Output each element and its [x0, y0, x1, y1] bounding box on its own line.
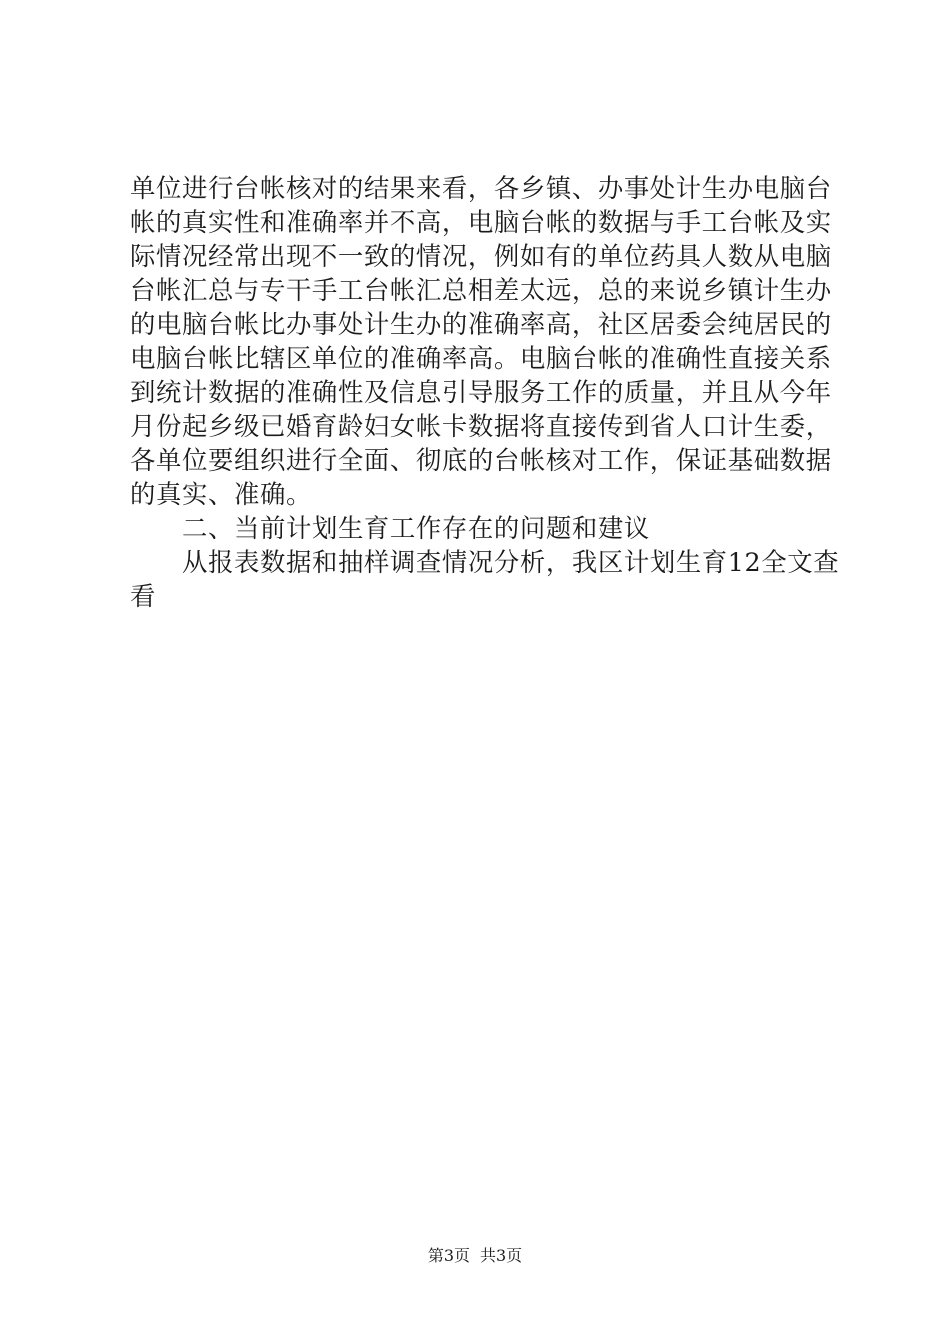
- text-line: 的真实、准确。: [130, 479, 312, 509]
- text-line: 台帐汇总与专干手工台帐汇总相差太远，总的来说乡镇计生办: [130, 275, 832, 305]
- text-line: 从报表数据和抽样调查情况分析，我区计划生育12全文查: [182, 547, 840, 577]
- page-total: 共3页: [480, 1246, 523, 1265]
- page-number: 第3页: [427, 1246, 470, 1265]
- text-line: 月份起乡级已婚育龄妇女帐卡数据将直接传到省人口计生委，: [130, 411, 832, 441]
- page-footer: [0, 1246, 950, 1266]
- text-line: 电脑台帐比辖区单位的准确率高。电脑台帐的准确性直接关系: [130, 343, 832, 373]
- text-line: 各单位要组织进行全面、彻底的台帐核对工作，保证基础数据: [130, 445, 832, 475]
- section-heading: 二、当前计划生育工作存在的问题和建议: [182, 513, 650, 543]
- text-line: 的电脑台帐比办事处计生办的准确率高，社区居委会纯居民的: [130, 309, 832, 339]
- text-line: 单位进行台帐核对的结果来看，各乡镇、办事处计生办电脑台: [130, 173, 832, 203]
- text-line: 帐的真实性和准确率并不高，电脑台帐的数据与手工台帐及实: [130, 207, 832, 237]
- text-line: 到统计数据的准确性及信息引导服务工作的质量，并且从今年: [130, 377, 832, 407]
- text-line: 际情况经常出现不一致的情况，例如有的单位药具人数从电脑: [130, 241, 832, 271]
- body-text: [130, 171, 840, 613]
- text-line: 看: [130, 581, 156, 611]
